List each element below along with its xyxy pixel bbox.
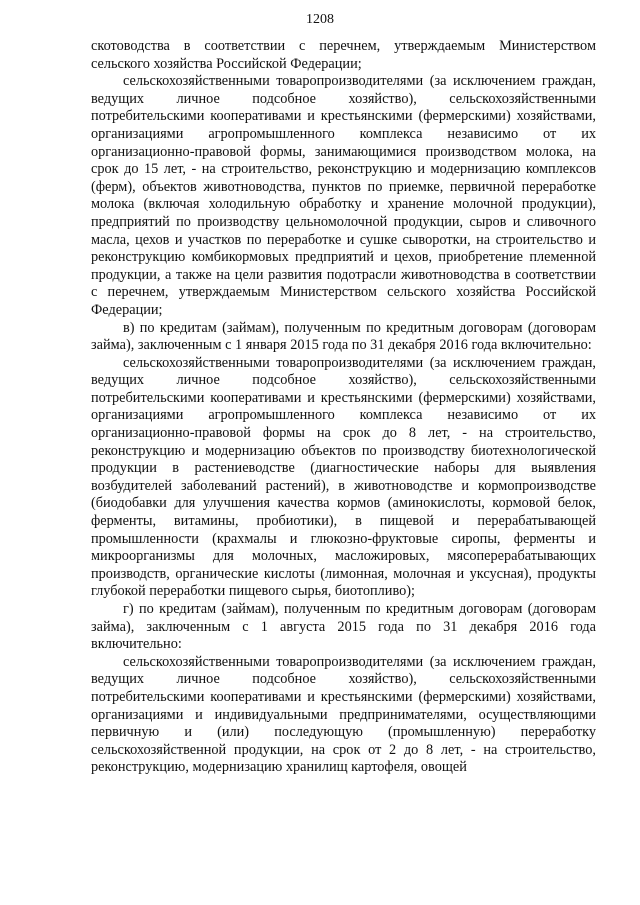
body-text bbox=[91, 38, 596, 777]
paragraph-4: сельскохозяйственными товаропроизводителями (за исключением граждан, ведущих личное подсобное хозяйство), сельскохозяйственными потребительскими кооперативами и крестьянскими (фермерскими) хозяйствами, организациями агропромышленного комплекса независимо от их организационно-правовой формы на срок до 8 лет, - на строительство, реконструкцию и модернизацию объектов по производству биотехнологической продукции в растениеводстве (диагностические наборы для выявления возбудителей заболеваний растений), в животноводстве и кормопроизводстве (биодобавки для улучшения качества кормов (аминокислоты, кормовой белок, ферменты, витамины, пробиотики), в пищевой и перерабатывающей промышленности (крахмалы и глюкозно-фруктовые сиропы, ферменты и микроорганизмы для молочных, масложировых, мясоперерабатывающих производств, органические кислоты (лимонная, молочная и уксусная), продукты глубокой переработки пищевого сырья, биотопливо); bbox=[91, 354, 596, 600]
page-number: 1208 bbox=[306, 12, 334, 27]
paragraph-3: в) по кредитам (займам), полученным по кредитным договорам (договорам займа), заключенным с 1 января 2015 года по 31 декабря 2016 года включительно: bbox=[91, 319, 596, 354]
paragraph-5: г) по кредитам (займам), полученным по кредитным договорам (договорам займа), заключенным с 1 августа 2015 года по 31 декабря 2016 года включительно: bbox=[91, 601, 596, 653]
paragraph-6: сельскохозяйственными товаропроизводителями (за исключением граждан, ведущих личное подсобное хозяйство), сельскохозяйственными потребительскими кооперативами и крестьянскими (фермерскими) хозяйствами, организациями и индивидуальными предпринимателями, осуществляющими первичную и (или) последующую (промышленную) переработку сельскохозяйственной продукции, на срок от 2 до 8 лет, - на строительство, реконструкцию, модернизацию хранилищ картофеля, овощей bbox=[91, 653, 596, 776]
paragraph-2: сельскохозяйственными товаропроизводителями (за исключением граждан, ведущих личное подсобное хозяйство), сельскохозяйственными потребительскими кооперативами и крестьянскими (фермерскими) хозяйствами, организациями агропромышленного комплекса независимо от их организационно-правовой формы, занимающимися производством молока, на срок до 15 лет, - на строительство, реконструкцию и модернизацию комплексов (ферм), объектов животноводства, пунктов по приемке, первичной переработке молока (включая холодильную обработку и хранение молочной продукции), предприятий по производству цельномолочной продукции, сыров и сливочного масла, цехов и участков по переработке и сушке сыворотки, на строительство и реконструкцию комбикормовых предприятий и цехов, приобретение племенной продукции, а также на цели развития подотрасли животноводства в соответствии с перечнем, утверждаемым Министерством сельского хозяйства Российской Федерации; bbox=[91, 73, 596, 318]
paragraph-1: скотоводства в соответствии с перечнем, утверждаемым Министерством сельского хозяйства Российской Федерации; bbox=[91, 38, 596, 72]
